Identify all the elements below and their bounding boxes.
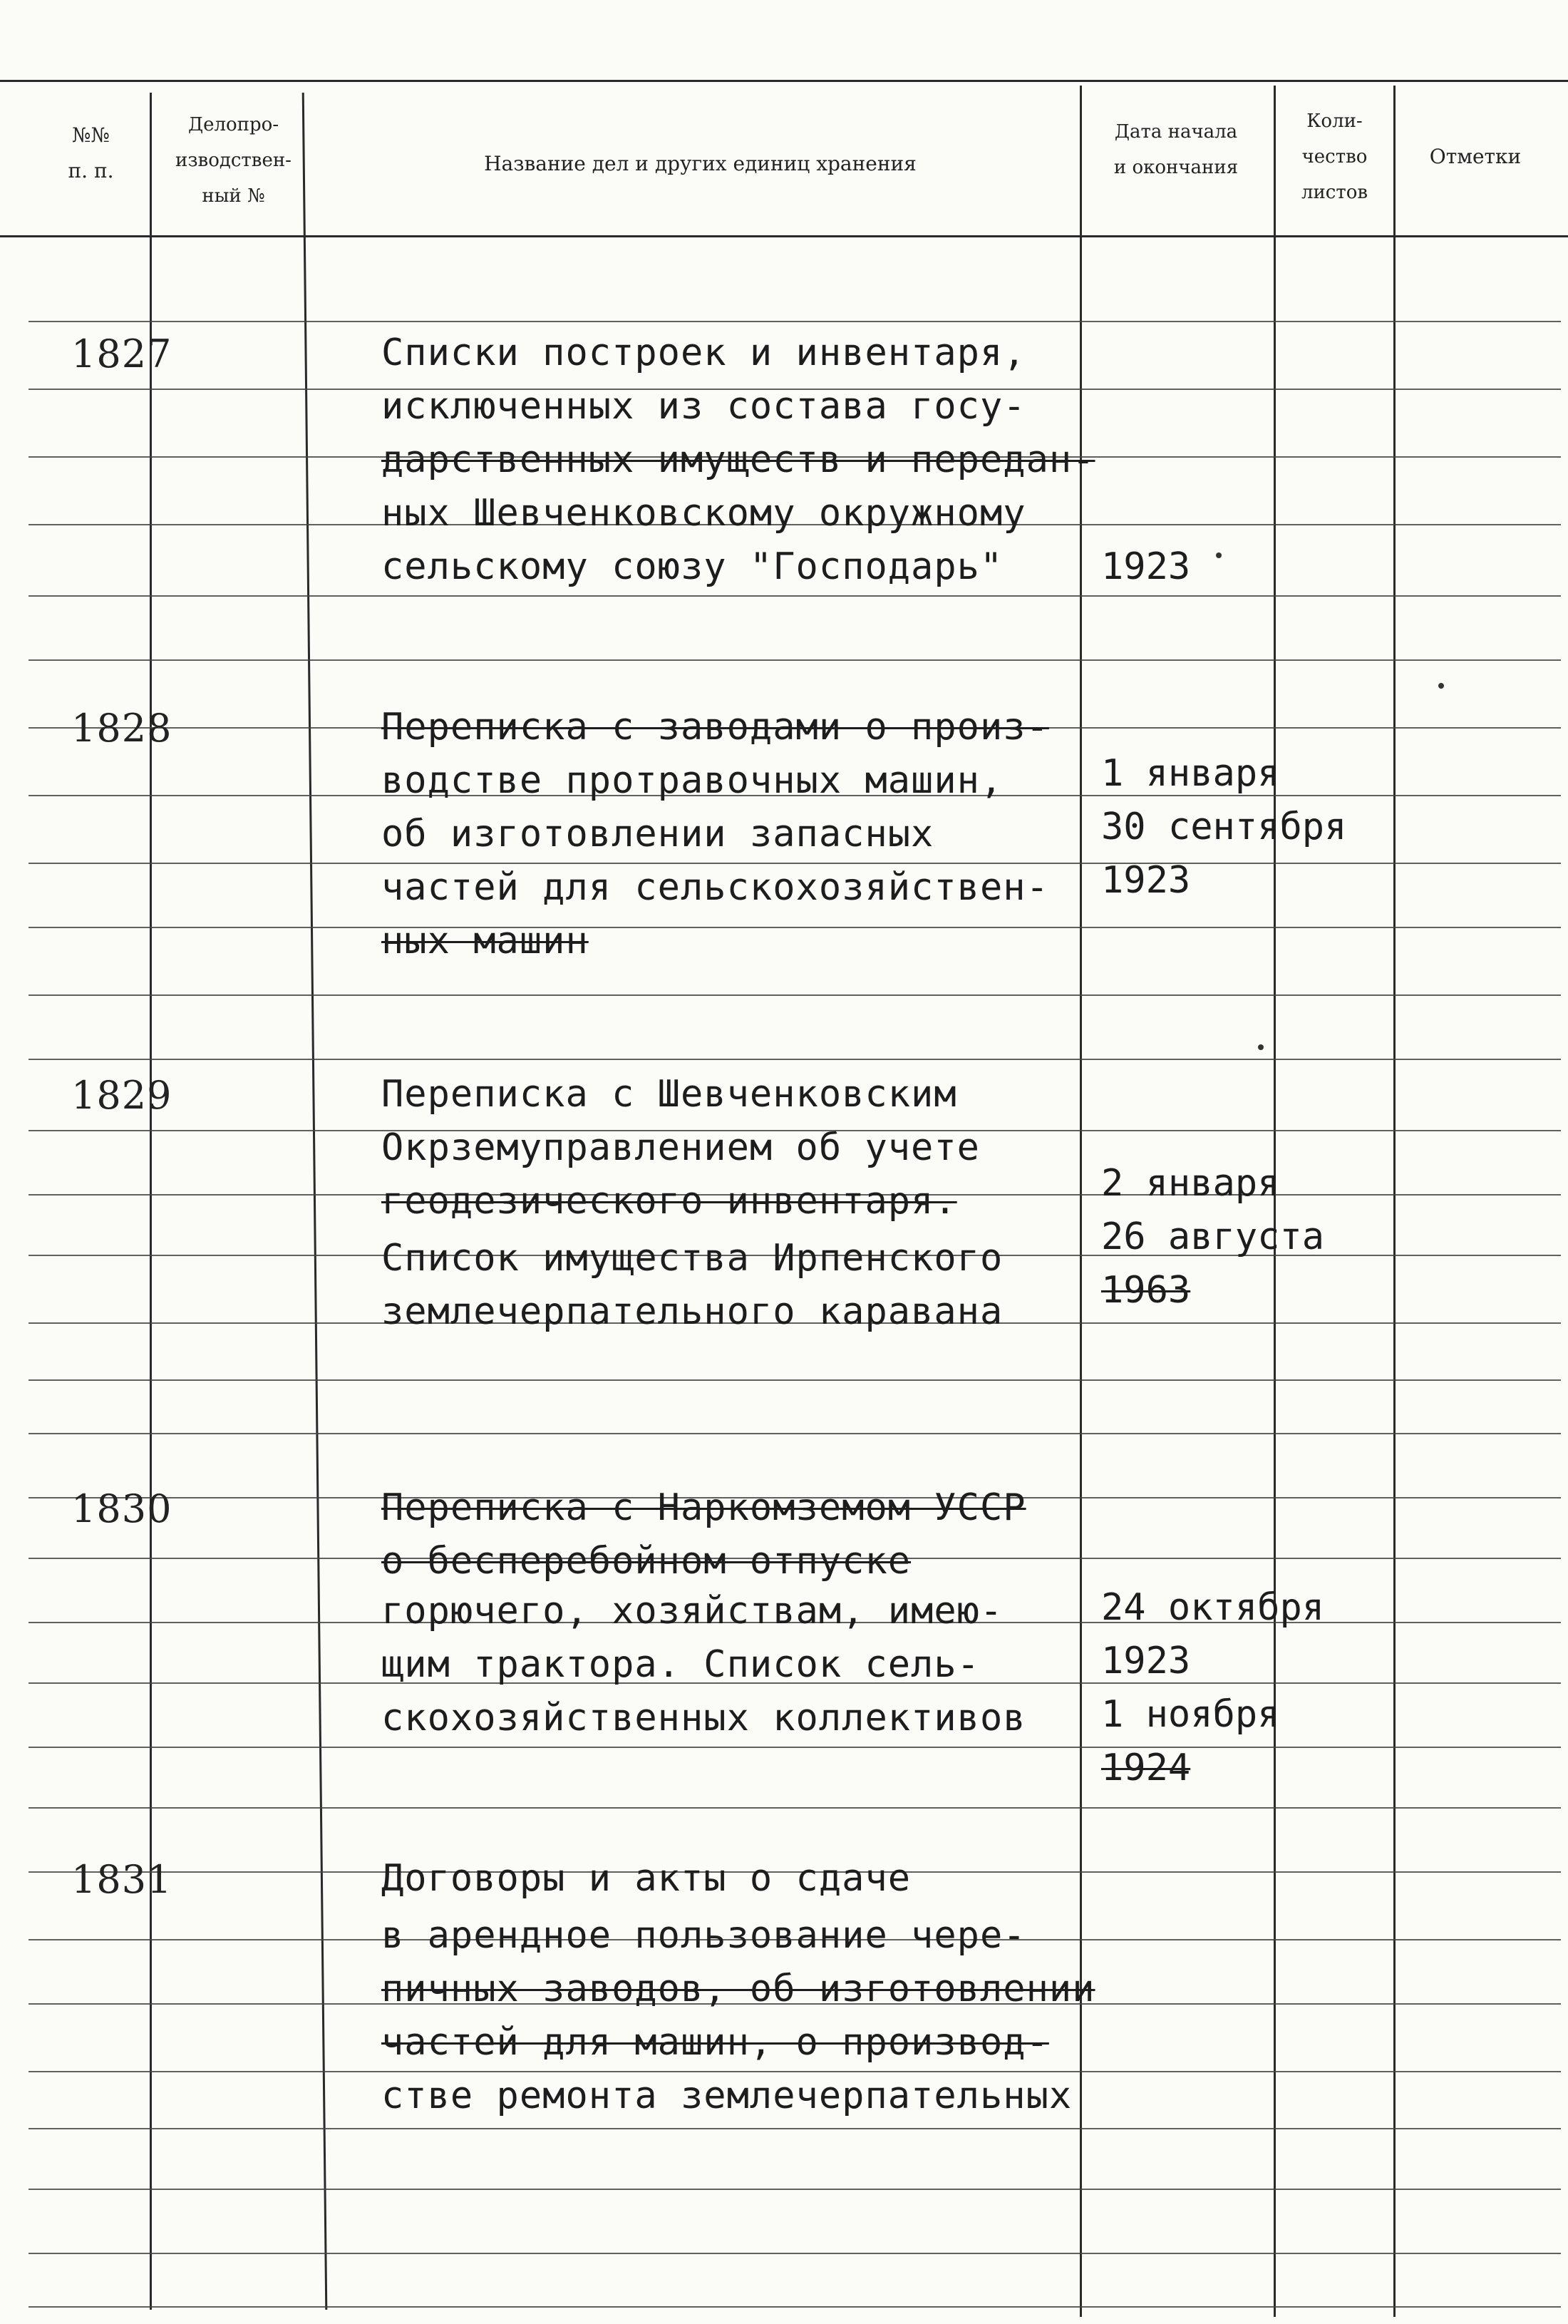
entry-title-line: ных машин [381,920,589,962]
entry-date-line: 26 августа [1101,1215,1325,1258]
entry-title-line: сельскому союзу "Господарь" [381,545,1004,588]
ruled-line [29,927,1561,928]
entry-number: 1828 [71,706,172,751]
header-col-count-line: Коли- [1306,110,1363,132]
header-col-date-line: и окончания [1113,157,1239,178]
entry-title-line: Список имущества Ирпенского [381,1237,1004,1280]
ruled-line [29,863,1561,864]
entry-title-line: Переписка с заводами о произ- [381,706,1049,749]
header-col-delo-line: ный № [202,185,265,207]
header-col-title-text: Название дел и других единиц хранения [484,152,917,175]
entry-date-line: 2 января [1101,1162,1280,1205]
header-col-count-line: чество [1301,146,1368,168]
header-col-date-line: Дата начала [1114,121,1238,143]
entry-title-line: дарственных имуществ и передан- [381,438,1095,481]
entry-number: 1830 [71,1486,172,1531]
entry-title-line: землечерпательного каравана [381,1290,1004,1333]
header-col-title [317,146,1083,182]
entry-date-line: 1963 [1101,1269,1191,1312]
ruled-line [29,2306,1561,2308]
paper-speck [1258,1044,1264,1050]
entry-title-line: пичных заводов, об изготовлении [381,1968,1095,2010]
header-top-rule [0,80,1568,82]
entry-title-line: исключенных из состава госу- [381,385,1026,428]
entry-number: 1831 [71,1857,172,1902]
ruled-line [29,2128,1561,2129]
ruled-line [29,1059,1561,1060]
ruled-line [29,1807,1561,1809]
header-col-count [1276,103,1393,210]
entry-date-line: 1923 [1101,859,1191,902]
header-col-num-line: п. п. [68,159,114,182]
ruled-line [29,2189,1561,2190]
ruled-line [29,659,1561,661]
entry-title-line: о бесперебойном отпуске [381,1540,912,1583]
header-col-notes [1397,139,1554,175]
ruled-line [29,595,1561,597]
entry-date-line: 1923 [1101,1640,1191,1682]
header-col-notes-text: Отметки [1429,145,1522,168]
paper-speck [1438,683,1444,689]
entry-title-line: ных Шевченковскому окружному [381,492,1026,535]
column-divider [150,93,152,2310]
entry-title-line: в арендное пользование чере- [381,1914,1026,1957]
ruled-line [29,1379,1561,1381]
entry-title-line: частей для сельскохозяйствен- [381,866,1049,909]
entry-title-line: Списки построек и инвентаря, [381,331,1026,374]
ruled-line [29,994,1561,996]
entry-title-line: об изготовлении запасных [381,813,934,855]
entry-date-line: 24 октября [1101,1586,1325,1629]
entry-title-line: скохозяйственных коллективов [381,1697,1026,1739]
ruled-line [29,2071,1561,2072]
entry-title-line: щим трактора. Список сель- [381,1643,980,1686]
header-col-num-line: №№ [72,123,110,147]
entry-date-line: 1923 [1101,545,1191,588]
entry-title-line: Договоры и акты о сдаче [381,1857,912,1900]
entry-date-line: 1924 [1101,1747,1191,1789]
ruled-line [29,1747,1561,1748]
entry-date-line: 30 сентября [1101,806,1347,848]
column-divider [302,93,328,2310]
entry-number: 1827 [71,331,172,376]
entry-date-line: 1 ноября [1101,1693,1280,1736]
ruled-line [29,1433,1561,1434]
entry-number: 1829 [71,1073,172,1118]
header-col-num [29,118,153,189]
entry-title-line: частей для машин, о производ- [381,2021,1049,2064]
ruled-line [29,2253,1561,2254]
entry-title-line: Переписка с Наркомземом УССР [381,1486,1026,1529]
paper-speck [1216,552,1222,558]
header-col-count-line: листов [1301,182,1368,203]
entry-title-line: Переписка с Шевченковским [381,1073,957,1116]
header-col-delo-line: Делопро- [187,114,279,135]
header-col-delo-line: изводствен- [175,150,292,171]
entry-title-line: Окрземуправлением об учете [381,1126,980,1169]
header-col-delo [153,107,314,214]
ruled-line [29,321,1561,322]
entry-title-line: стве ремонта землечерпательных [381,2074,1073,2117]
header-bottom-rule [0,235,1568,237]
entry-date-line: 1 января [1101,752,1280,795]
column-divider [1393,86,1396,2317]
entry-title-line: геодезического инвентаря. [381,1180,957,1223]
entry-title-line: водстве протравочных машин, [381,759,1004,802]
entry-title-line: горючего, хозяйствам, имею- [381,1590,1004,1633]
header-col-date [1080,114,1272,185]
